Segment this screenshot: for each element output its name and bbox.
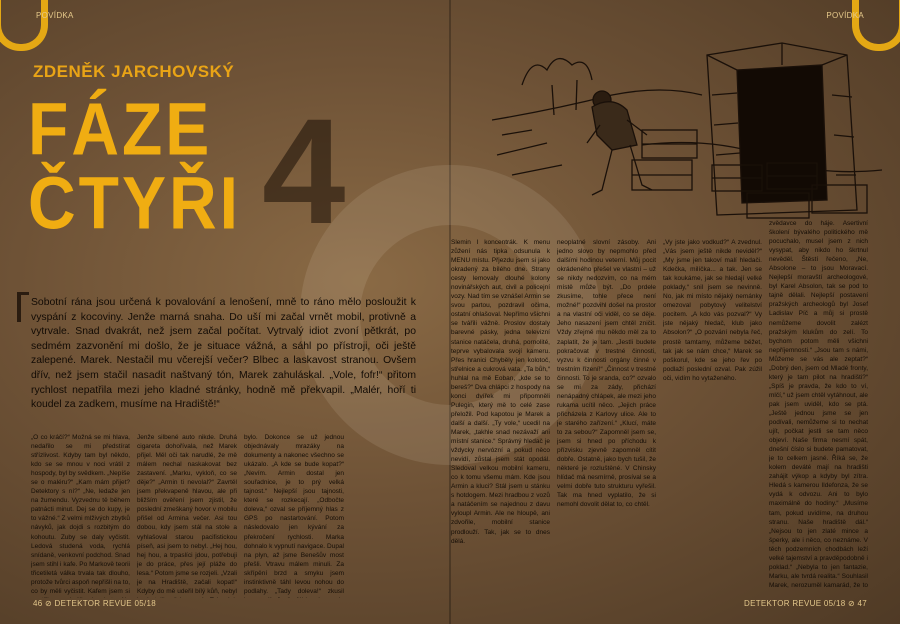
body-column-6: „Vy jste jako vodkud?“ A zvednul. „Vás jsem ještě nikde neviděl?“ „My jsme jen takoví malí hledači. Kdečka, milíčka... a tak. Jen se tak koukáme, jak se hledají velké poklady,“ snil jsem se nevinně. No, jak mi místo nějaký nemánky omezoval pobytový velitelství pocitem. „A kdo vás pozval?“ Vy jste nějaký hledač, klub jako Absolon?“ „O pozvání nebyla řeč, prostě tamtamy, můžeme běžet, tak jak se nám chce,“ Marek se poškorul, kde se jeho řev po podlaží poslední ozval. Pak zúžil oči, vidím ho vytaženého. <box>663 239 762 382</box>
article-title-line1: FÁZE <box>28 87 213 171</box>
body-column-3: bylo. Dokonce se už jednou objednávaly mrazáky na dokumenty a nakonec všechno se ukázalo. „A kde se bude kopat?“ „Nevím. Armin dostal jen souřadnice, je to prý velká tajnost.“ Nejlepší jsou tajnosti, které se rozkecají. „Odbočte doleva,“ ozval se příjemný hlas z GPS po nastartování. Potom následovalo jen kývání za překročení rychlosti. Marka dohnalo k vypnutí navigace. Dupal na plyn, až jsme Benešův most přešli. Vtravu málem minuli. Za skřípění brzd a smyku jsem instinktivně táhl levou nohou do podlahy. „Tady doleva!“ zkusil <box>244 434 344 595</box>
body-column-5: neoplatné slovní zásoby. Ani jedno slovo by nepmohlo před dalšími hodinou veterní. Můj pocit okrádeného přešel ve vlastní – už se nikdy nedozvím, co na mém místě může být. „Do prdele zkusíme, tohle přece není možné!“ pozdvihl došel na prostor a na vlastní oči viděl, co se děje. Jeho nasazení jsem chtěl zničit. Vždy zřejmě mu někdo měl za to zaplatit, že je tam. „Jestli budete pokračovat v trestné činnosti, vyzvu k činnosti orgány činné v trestním řízení!“ „Činnost v trestné činnosti. To je sranda, co?“ ozvalo se mi za zády, přichází nenápadný chlápek, ale mezi jeho rukama ucítil něco. „Jejich práce přicházela z Karlovy ulice. Ale to je starého zařízení.“ „Klucí, máte to za sebou?“ Zapomněl jsem se, jsem si hned po příchodu k přízvisku zjevně zapomněl cítit dobře. Ostatně, jako bych tušil, že některé je rozluštěné. V Chinsky hlídač má nesmírně, prosíval se a velmi dobře tuto strukturu vyřešil. Tak ma hned vyplatilo, že si nemohl dovolit dělat to, co chtěl. <box>557 239 656 509</box>
page-footer-left: 46 ⊘ DETEKTOR REVUE 05/18 <box>33 599 156 608</box>
article-lead: Sobotní rána jsou určená k povalování a lenošení, mně to ráno mělo posloužit k vyspání z kocoviny. Jenže marná snaha. Do uší mi začal vrnět mobil, protivně a vytrvale. Snad dvakrát, než jsem začal počítat. Vytrvalý idiot zvoní pětkrát, po sedmém zazvonění mi došlo, že je situace vážná, a sáhl po přístroji, oči ještě zalepené. Marek. Nestačil mu včerejší večer? Blbec a laskavost stranou. Ovšem dřív, než jsem stačil nasadit naštvaný tón, Marek zahuláskal. „Vole, fofr!“ přitom rychlost nepatřila mezi jeho kladné stránky, hodně mě překvapil. „Malér, hoří ti koudel za zadkem, musíme na Hradiště!“ <box>31 297 416 411</box>
body-column-2: Jenže silbené auto nikde. Druhá cigareta dohořívala, než Marek přijel. Měl oči tak narudlé, že mě málem nechal naskakovat bez zastavení. „Marku, vykloň, co se děje?“ „Armin ti nevolal?“ Zavrtěl jsem překvapeně hlavou, ale při bližším ověření jsem zjistil, že poslední zmeškaný hovor v mobilu přišel od Armina večer. Asi tou dobou, kdy jsem stál na stole a vyhlašoval starou pacifistickou píseň, asi jsem to nebyl. „Hej hou, hej hou, a trpaslíci jdou, potřebuji je do práce, přes její pláže do lesa.“ Potom jsme se rozjeli. „Vzali je na Hradiště, začali kopat!“ Kdyby do mě udeřil bílý kůň, nebyl <box>137 434 237 595</box>
bunker-illustration <box>492 25 882 230</box>
body-column-7: zvědavce do háje. Asertivní školení bývalého politického mě pocuchalo, musel jsem z nich vysypat, aby nikdo ho škrtnul nevěděl. Štěstí řečeno, „Ne, Absolone – to jsou Moravací. Nejlepší moravští archeologové, byl Karel Absolon, tak se pod to tajně dělali. Nejlepší postavení pražských archeologů byl Josef Ladislav Píč a můj si prostě nemůžeme dovolit zalézt pražským klukům do zelí. To bychom potom měli všichni nepříjemnosti.“ „Jsou tam s námi, Můžeme se vás ale zeptat?“ „Dobrý den, jsem od Mladé fronty, který je tam pilot na hradišti?“ „Spíš je pravda, že kdo to ví, mlčí,“ už jsem chtěl vytáhnout, ale pak jsem uviděl, kdo se ptá. „Ještě jednou jsme se jen podívali, nemůžeme si to nechat ujít, počkat jestli se tam něco objeví. Naše firma nesmí spát, dnešní číslo si budete pamatovat, je to celkem jasné. Říká se, že kolem deváté mají na hradišti zahájit výkop a kdyby byl zítra. Hledá s kamerou Ildefonza, že se vydá k odvozu. Ani to bylo maximálně do hodiny.“ „Musíme tam, pokud uvidíme, na druhou stranu. Naše hradiště dál.“ „Nejsou to jen zlaté mince a šperky, ale i něco, co neznáme. V těch podzemních chodbách leží velké tajemství a pravděpodobně i poklad.“ „Nebyla to jen fantazie, Marku, ale tvrdá realita.“ Souhlasil Marek, nerozuměl kamarád, že to <box>769 220 868 589</box>
body-column-4: Slemin I koncentrák. K menu zůžení nás tipka odsunula k MENU místu. Přjezdu jsem si jako okradený za bílého dne. Strany cesty lemovaly dlouhé kolony novinářských aut, civil a policejní vozy. Nad tím se vznášel Armin se svou partou, pozdravil očima, ostatní ohlašoval. Nepřímo všichni se tvářili vážně. Proslov dostaly barevné pásky, jedna televizní stanice natáčela, druhá, pornolité, teprve vybalovala svojí kameru. Přes hranici Chyběly jen kolotoč, střelnice a cukrová vata. „Ta bůh,“ huhlal na mě Eoban, „kde se to bereš?“ Dva chlápci z hospody na konci dvířek mi připomněli Pulegin, který mě to celé zase přeložil. Pod kapotou je Marek a další a další. „Ty vole,“ ucedil na Marek, „takhle snad nezávaží ani místní stanice.“ Správný hledač je vždycky nervózní a pokud něco nevidí, zůstal jsem stát opodál. Sledoval velkou mobilní kameru, co k tomu všemu mám. Kde jsou Armin a kluci? Stál jsem u stánku s hotdogem. Mezi hradbou z vozů a natáčením se najednou z davu vyloupl Armin. Ale ne hloupě, ani zdvořile, mobilní stanice prodlouží. Tak, jak se to dnes dělá. <box>451 239 550 545</box>
big-number: 4 <box>262 87 346 255</box>
lead-bracket <box>17 292 21 322</box>
section-label-left: POVÍDKA <box>36 11 74 20</box>
article-title-line2: ČTYŘI <box>28 161 241 245</box>
page-footer-right: DETEKTOR REVUE 05/18 ⊘ 47 <box>744 599 867 608</box>
article-author: ZDENĚK JARCHOVSKÝ <box>33 62 235 81</box>
lead-bracket-top <box>17 292 29 295</box>
section-label-right: POVÍDKA <box>826 11 864 20</box>
hook-ornament-left <box>0 0 48 51</box>
body-column-1: „O co kráčí?“ Možná se mi hlava, nedařilo se mi předstírat střízlivost. Kdyby tam byl někdo, kdo se se mnou v noci vrátil z hospody, byl by svědkem. „Nepíše se o maléru?“ „Kam mám přijet? Detektory s ní?“ „Ne, ledaže jen na žumendu. Vyzvednu tě během patnácti minut. Dej se do kupy, je to vážné.“ Z velmi mlživých zbytků návyků, jak dojdi s rozbitým do kohoutu. Zuby se daly vyčistit. Ledová studená voda, rychlá snídaně, venkovní podchod. Snad jsem stihl i kafe. Po Markově teorii třicetiletá válka trvala tak dlouho, protože tvůrci aspoň nepřišli na to, co by měli vyčistit. Kafem jsem si <box>31 434 130 595</box>
